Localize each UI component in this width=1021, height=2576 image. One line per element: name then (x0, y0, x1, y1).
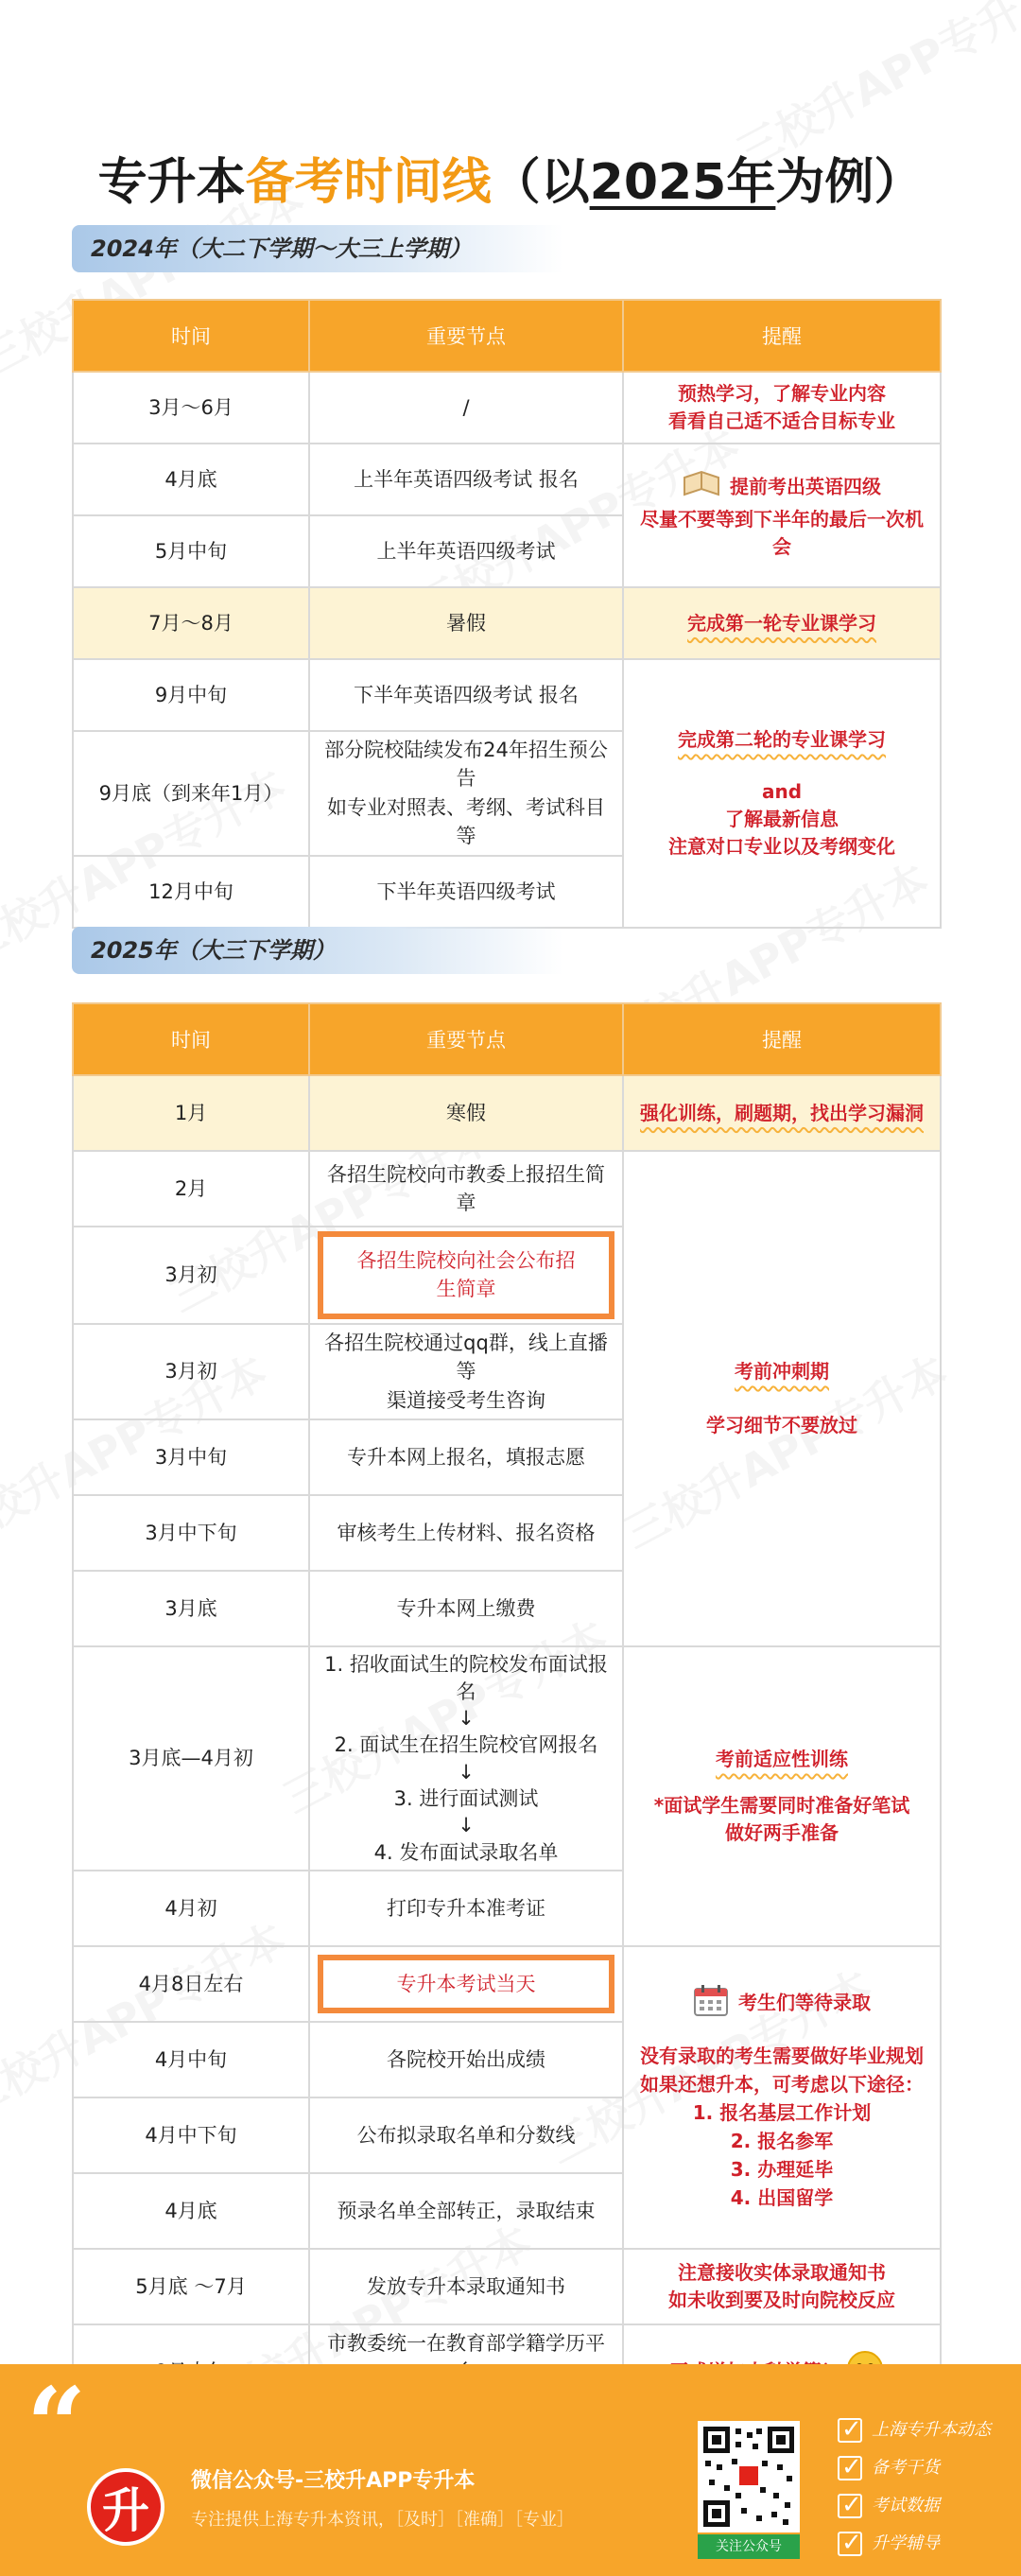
arrow-down-icon: ↓ (458, 1760, 475, 1784)
header-note: 提醒 (623, 1003, 941, 1075)
header-time: 时间 (73, 300, 309, 372)
table-header-row (73, 300, 941, 372)
footer-account-name: 微信公众号-三校升APP专升本 (191, 2469, 476, 2493)
row-node: 下半年英语四级考试 报名 (309, 659, 623, 731)
row-note (623, 659, 941, 928)
table-row (73, 1646, 941, 1871)
row-node: 发放专升本录取通知书 (309, 2249, 623, 2324)
page-title (0, 142, 1021, 213)
row-node: 公布拟录取名单和分数线 (309, 2097, 623, 2173)
row-time: 12月中旬 (73, 856, 309, 928)
row-note (623, 2249, 941, 2324)
row-node: 寒假 (309, 1075, 623, 1151)
note-line (632, 1983, 932, 2025)
row-node: 上半年英语四级考试 报名 (309, 444, 623, 515)
row-time: 3月中旬 (73, 1419, 309, 1495)
row-note (623, 587, 941, 659)
row-time: 3月底—4月初 (73, 1646, 309, 1871)
row-time: 4月底 (73, 444, 309, 515)
row-node: 预录名单全部转正，录取结束 (309, 2173, 623, 2249)
row-node: 打印专升本准考证 (309, 1871, 623, 1946)
note-line: 2. 报名参军 (730, 2129, 834, 2152)
checkbox-icon (838, 2456, 862, 2480)
header-time: 时间 (73, 1003, 309, 1075)
footer-banner (0, 2364, 1021, 2576)
table-row (73, 372, 941, 444)
checklist-label: 升学辅导 (872, 2533, 940, 2553)
note-line: 预热学习，了解专业内容 (678, 382, 886, 405)
note-line: 看看自己适不适合目标专业 (668, 409, 895, 432)
step-line: 1. 招收面试生的院校发布面试报名 (324, 1653, 608, 1703)
note-line (632, 470, 932, 506)
row-time: 1月 (73, 1075, 309, 1151)
qr-code[interactable] (698, 2421, 800, 2532)
footer-slogan: 专注提供上海专升本资讯，［及时］［准确］［专业］ (191, 2510, 574, 2530)
row-node: 暑假 (309, 587, 623, 659)
row-node: 审核考生上传材料、报名资格 (309, 1495, 623, 1571)
row-time: 3月初 (73, 1227, 309, 1324)
row-node: 各招生院校向市教委上报招生简章 (309, 1151, 623, 1227)
row-node: 各院校开始出成绩 (309, 2022, 623, 2097)
highlight-box: 专升本考试当天 (318, 1955, 614, 2013)
row-time: 2月 (73, 1151, 309, 1227)
row-time: 4月初 (73, 1871, 309, 1946)
title-mid: （以 (491, 154, 590, 211)
checklist-item (838, 2411, 991, 2449)
note-line: 没有录取的考生需要做好毕业规划 (640, 2044, 924, 2067)
step-line: 2. 面试生在招生院校官网报名 (334, 1733, 598, 1757)
table-row (73, 659, 941, 731)
note-line: and (761, 779, 803, 803)
row-node: 下半年英语四级考试 (309, 856, 623, 928)
highlight-box: 各招生院校向社会公布招生简章 (318, 1231, 614, 1319)
table-row (73, 444, 941, 515)
note-line: 如未收到要及时向院校反应 (668, 2288, 895, 2311)
checkbox-icon (838, 2494, 862, 2518)
checklist-label: 考试数据 (872, 2496, 940, 2515)
title-highlight: 备考时间线 (245, 154, 492, 211)
note-text: 完成第一轮专业课学习 (687, 611, 876, 635)
row-node (309, 1646, 623, 1871)
row-time: 3月初 (73, 1324, 309, 1419)
node-line: 部分院校陆续发布24年招生预公告 (324, 739, 608, 791)
node-line: 各招生院校通过qq群，线上直播等 (324, 1331, 608, 1384)
row-node (309, 1227, 623, 1324)
note-line: 做好两手准备 (725, 1821, 839, 1845)
row-node: / (309, 372, 623, 444)
title-year: 2025年 (589, 154, 776, 211)
row-note (623, 1075, 941, 1151)
row-node: 上半年英语四级考试 (309, 515, 623, 587)
row-note (623, 1646, 941, 1946)
note-text: 考前适应性训练 (716, 1748, 848, 1771)
note-line (632, 726, 932, 754)
header-node: 重要节点 (309, 300, 623, 372)
note-line: 1. 报名基层工作计划 (692, 2100, 872, 2124)
table-header-row (73, 1003, 941, 1075)
row-time: 4月中旬 (73, 2022, 309, 2097)
note-line (632, 1746, 932, 1773)
row-time: 4月中下旬 (73, 2097, 309, 2173)
row-time: 9月中旬 (73, 659, 309, 731)
checklist-item (838, 2525, 991, 2563)
note-line: *面试学生需要同时准备好笔试 (653, 1794, 910, 1818)
note-line: 尽量不要等到下半年的最后一次机会 (640, 508, 924, 558)
period-label-2024: 2024年（大二下学期～大三上学期） (72, 225, 563, 272)
note-text: 考前冲刺期 (735, 1360, 829, 1384)
note-line: 如果还想升本，可考虑以下途径： (640, 2072, 924, 2096)
row-time: 5月中旬 (73, 515, 309, 587)
note-line: 3. 办理延毕 (730, 2157, 834, 2181)
row-time: 5月底 ～7月 (73, 2249, 309, 2324)
node-line: 如专业对照表、考纲、考试科目等 (327, 795, 605, 848)
note-text: 完成第二轮的专业课学习 (678, 727, 886, 751)
row-time: 3月中下旬 (73, 1495, 309, 1571)
note-text: 提前考出英语四级 (730, 475, 881, 498)
note-line: 4. 出国留学 (730, 2185, 834, 2209)
row-note (623, 372, 941, 444)
brand-logo: 升 (87, 2468, 164, 2546)
checklist-label: 上海专升本动态 (872, 2420, 991, 2440)
row-node: 专升本网上缴费 (309, 1571, 623, 1646)
table-row-highlight (73, 1075, 941, 1151)
note-line: 注意接收实体录取通知书 (678, 2260, 886, 2284)
node-line: 市教委统一在教育部学籍学历平 (327, 2331, 605, 2355)
row-node (309, 1946, 623, 2022)
period-label-2025: 2025年（大三下学期） (72, 927, 563, 974)
checklist-label: 备考干货 (872, 2458, 940, 2478)
timeline-table-2024 (72, 299, 942, 929)
header-note: 提醒 (623, 300, 941, 372)
arrow-down-icon: ↓ (458, 1706, 475, 1730)
row-time: 4月8日左右 (73, 1946, 309, 2022)
title-pre: 专升本 (97, 154, 246, 211)
header-node: 重要节点 (309, 1003, 623, 1075)
row-node (309, 731, 623, 856)
row-note (623, 1151, 941, 1646)
row-node: 专升本网上报名，填报志愿 (309, 1419, 623, 1495)
checklist-item (838, 2449, 991, 2487)
checkbox-icon (838, 2532, 862, 2556)
node-line: 渠道接受考生咨询 (387, 1388, 545, 1412)
row-note (623, 444, 941, 587)
row-time: 3月～6月 (73, 372, 309, 444)
table-row (73, 1946, 941, 2022)
feature-checklist (838, 2411, 991, 2563)
row-node (309, 1324, 623, 1419)
row-time: 3月底 (73, 1571, 309, 1646)
note-text: 强化训练，刷题期，找出学习漏洞 (640, 1101, 924, 1124)
qr-follow-label: 关注公众号 (698, 2534, 800, 2559)
row-time: 9月底（到来年1月） (73, 731, 309, 856)
title-post: 为例） (775, 154, 924, 211)
row-time: 4月底 (73, 2173, 309, 2249)
table-row-highlight (73, 587, 941, 659)
table-row (73, 2249, 941, 2324)
note-line: 了解最新信息 (725, 807, 839, 830)
checkbox-icon (838, 2418, 862, 2443)
note-line (632, 1358, 932, 1385)
arrow-down-icon: ↓ (458, 1814, 475, 1837)
calendar-icon (693, 1983, 729, 2025)
checklist-item (838, 2487, 991, 2525)
timeline-table-2025 (72, 1002, 942, 2421)
row-time: 7月～8月 (73, 587, 309, 659)
book-icon (683, 470, 720, 506)
note-text: 考生们等待录取 (738, 1991, 871, 2014)
step-line: 4. 发布面试录取名单 (373, 1840, 559, 1864)
table-row (73, 1151, 941, 1227)
quote-icon: “ (26, 2364, 87, 2486)
step-line: 3. 进行面试测试 (393, 1786, 539, 1810)
row-note (623, 1946, 941, 2249)
note-line: 注意对口专业以及考纲变化 (668, 834, 895, 858)
note-line: 学习细节不要放过 (706, 1414, 857, 1437)
